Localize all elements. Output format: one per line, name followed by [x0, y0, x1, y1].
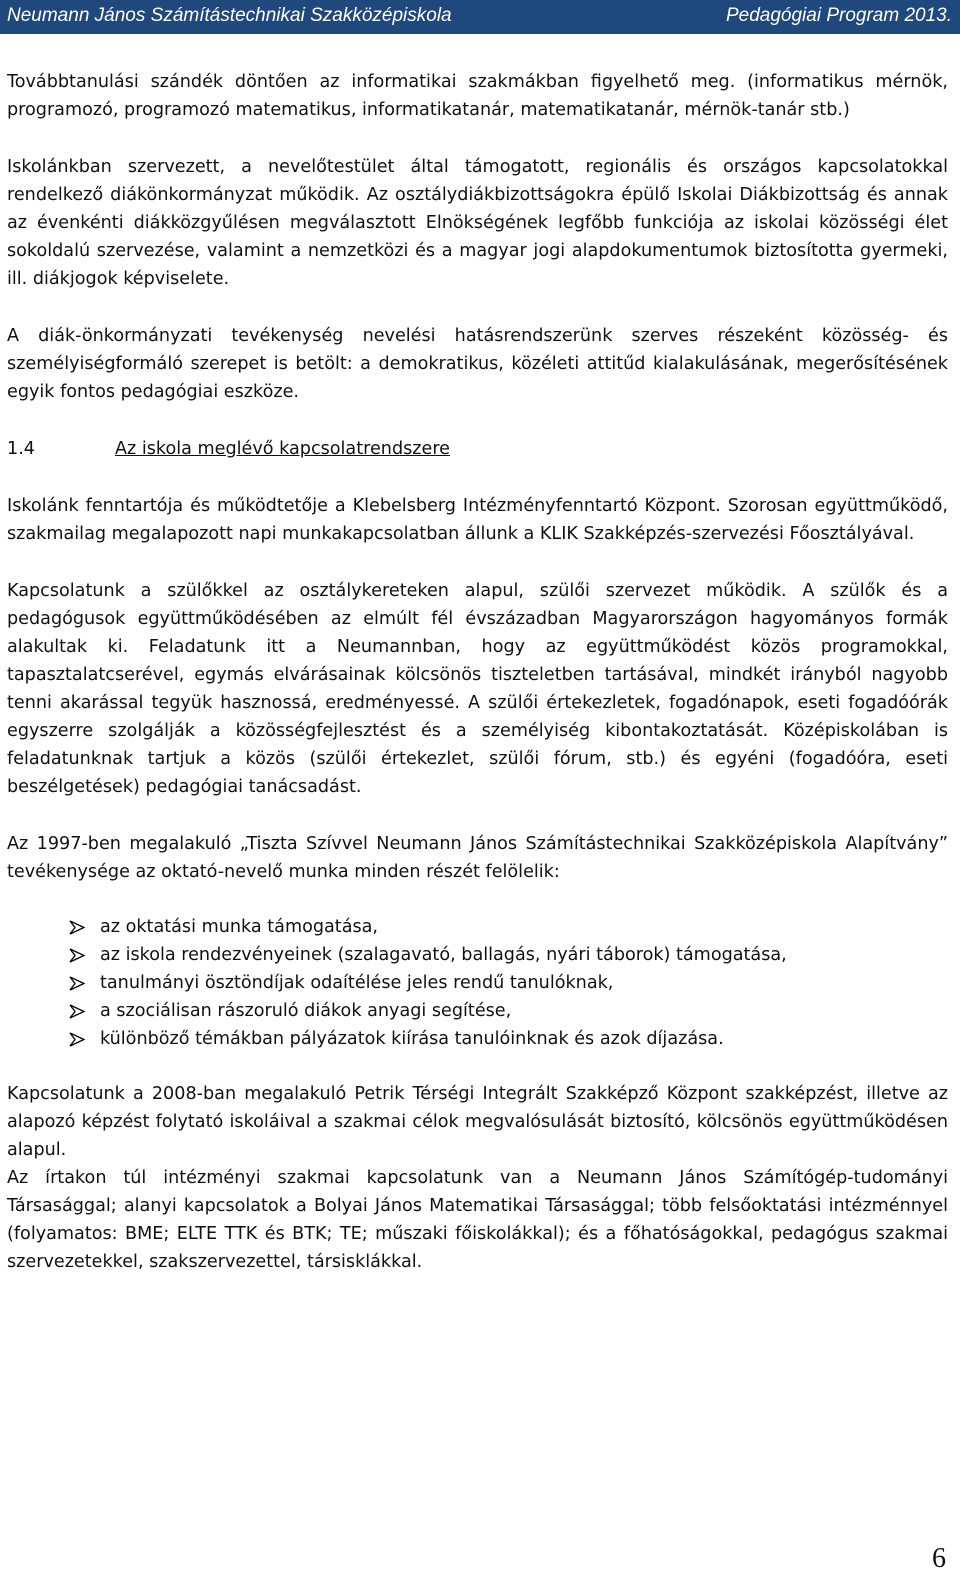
list-item-text: különböző témákban pályázatok kiírása tanulóinknak és azok díjazása. — [100, 1029, 724, 1049]
paragraph-student-council: Iskolánkban szervezett, a nevelőtestület által támogatott, regionális és országos kapcsolatokkal rendelkező diákönkormányzat működik. Az osztálydiákbizottságokra épülő Iskolai Diákbizottság és annak az évenkénti diákközgyűlésen megválasztott Elnökségének legfőbb funkciója az iskolai közösségi élet sokoldalú szervezése, valamint a nemzetközi és a magyar jogi alapdokumentumok biztosította gyermeki, ill. diákjogok képviselete. — [7, 157, 948, 289]
page-header — [0, 0, 960, 34]
foundation-activities-list — [7, 913, 948, 1053]
arrow-bullet-icon — [69, 976, 85, 991]
list-item — [7, 941, 948, 969]
arrow-bullet-icon — [69, 1004, 85, 1019]
section-heading — [7, 435, 948, 463]
arrow-bullet-icon — [69, 1032, 85, 1047]
section-title: Az iskola meglévő kapcsolatrendszere — [115, 439, 451, 459]
paragraph-further-studies: Továbbtanulási szándék döntően az informatikai szakmákban figyelhető meg. (informatikus mérnök, programozó, programozó matematikus, informatikatanár, matematikatanár, mérnök-tanár stb.) — [7, 72, 948, 120]
list-item — [7, 997, 948, 1025]
paragraph-petrik: Kapcsolatunk a 2008-ban megalakuló Petrik Térségi Integrált Szakképző Központ szakképzést, illetve az alapozó képzést folytató iskoláival a szakmai célok megvalósulását biztosító, kölcsönös együttműködésen alapul. — [7, 1084, 948, 1160]
paragraph-parents: Kapcsolatunk a szülőkkel az osztálykereteken alapul, szülői szervezet működik. A szülők és a pedagógusok együttműködésében az elmúlt fél évszázadban Magyarországon hagyományos formák alakultak ki. Feladatunk itt a Neumannban, hogy az együttműködést közös programokkal, tapasztalatcserével, egymás elvárásainak kölcsönös tiszteletben tartásával, mindkét irányból nagyobb tenni akarással tegyük hasznossá, eredményessé. A szülői értekezletek, fogadónapok, eseti fogadóórák egyszerre szolgálják a közösségfejlesztést és a személyiség kibontakoztatását. Középiskolában is feladatunknak tartjuk a közös (szülői értekezlet, szülői fórum, stb.) és egyéni (fogadóóra, eseti beszélgetések) pedagógiai tanácsadást. — [7, 581, 948, 797]
paragraph-student-council-role: A diák-önkormányzati tevékenység nevelési hatásrendszerünk szerves részeként közösség- és személyiségformáló szerepet is betölt: a demokratikus, közéleti attitűd kialakulásának, megerősítésének egyik fontos pedagógiai eszköze. — [7, 326, 948, 402]
list-item-text: az oktatási munka támogatása, — [100, 917, 379, 937]
section-number: 1.4 — [7, 439, 35, 459]
paragraph-maintainer: Iskolánk fenntartója és működtetője a Klebelsberg Intézményfenntartó Központ. Szorosan együttműködő, szakmailag megalapozott napi munkakapcsolatban állunk a KLIK Szakképzés-szervezési Főosztályával. — [7, 496, 948, 544]
paragraph-foundation: Az 1997-ben megalakuló „Tiszta Szívvel Neumann János Számítástechnikai Szakközépiskola Alapítvány” tevékenysége az oktató-nevelő munka minden részét felölelik: — [7, 834, 948, 882]
header-document-title: Pedagógiai Program 2013. — [725, 5, 952, 26]
list-item-text: a szociálisan rászoruló diákok anyagi segítése, — [100, 1001, 512, 1021]
document-body — [7, 68, 948, 1305]
page-number: 6 — [932, 1543, 946, 1574]
list-item-text: az iskola rendezvényeinek (szalagavató, ballagás, nyári táborok) támogatása, — [100, 945, 787, 965]
paragraph-professional-relations: Az írtakon túl intézményi szakmai kapcsolatunk van a Neumann János Számítógép-tudományi Társasággal; alanyi kapcsolatok a Bolyai János Matematikai Társasággal; több felsőoktatási intézménnyel (folyamatos: BME; ELTE TTK és BTK; TE; műszaki főiskolákkal); és a főhatóságokkal, pedagógus szakmai szervezetekkel, szakszervezettel, társisklákkal. — [7, 1168, 948, 1272]
arrow-bullet-icon — [69, 920, 85, 935]
list-item — [7, 1025, 948, 1053]
arrow-bullet-icon — [69, 948, 85, 963]
list-item-text: tanulmányi ösztöndíjak odaítélése jeles rendű tanulóknak, — [100, 973, 614, 993]
header-school-name: Neumann János Számítástechnikai Szakközépiskola — [7, 5, 452, 26]
list-item — [7, 969, 948, 997]
list-item — [7, 913, 948, 941]
